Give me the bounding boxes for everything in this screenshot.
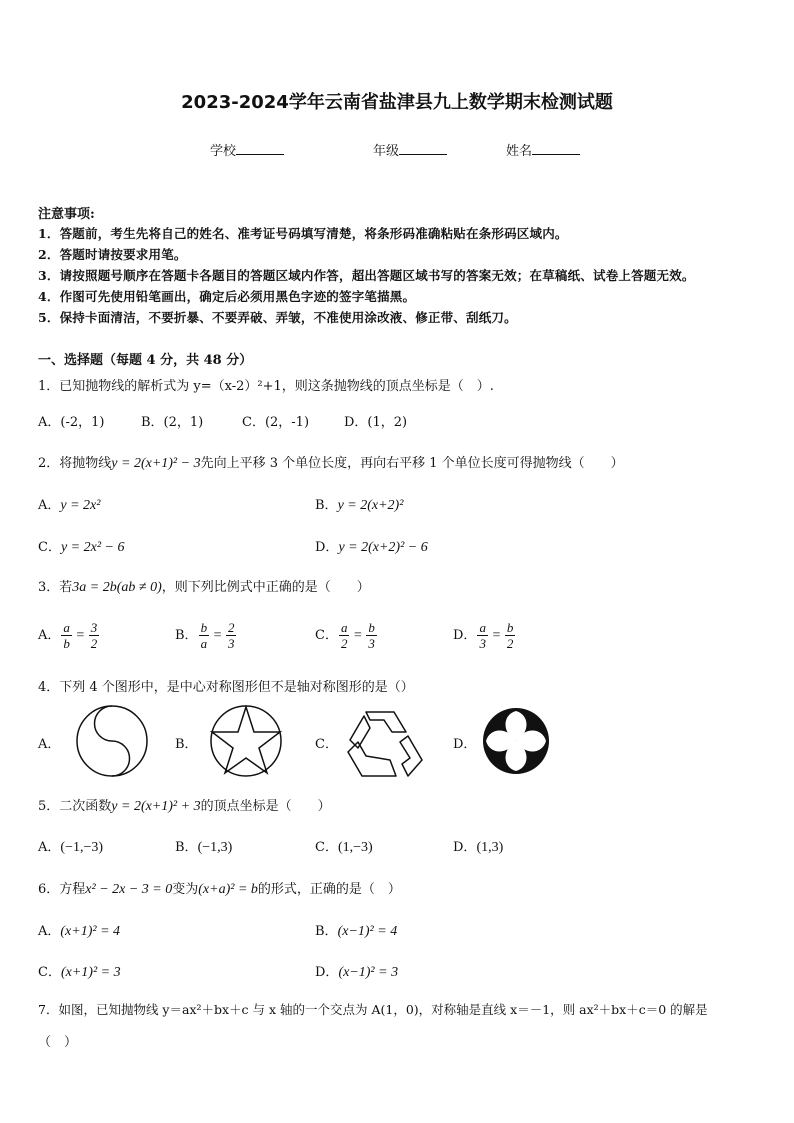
option-expression: (1,3) xyxy=(476,840,504,855)
q4-option-a: A． xyxy=(38,737,61,752)
option-label: C． xyxy=(315,840,338,855)
q2-option-b xyxy=(315,494,403,514)
q3-suffix: ，则下列比例式中正确的是（ ） xyxy=(161,580,370,595)
option-expression: y = 2x² xyxy=(60,498,101,513)
option-label: B． xyxy=(175,840,198,855)
q2-prefix: 2．将抛物线 xyxy=(38,456,112,471)
question-7: 7．如图，已知抛物线 y＝ax²＋bx＋c 与 x 轴的一个交点为 A(1，0)，对称轴是直线 x＝－1，则 ax²＋bx＋c＝0 的解是 xyxy=(38,1002,708,1017)
triple-chevron-figure xyxy=(344,702,428,780)
note-item: 3．请按照题号顺序在答题卡各题目的答题区域内作答，超出答题区域书写的答案无效；在草稿纸、试卷上答题无效。 xyxy=(38,268,695,283)
q5-option-b xyxy=(175,836,232,856)
q5-prefix: 5．二次函数 xyxy=(38,799,112,814)
q3-option-a: A． $\frac{a}{b}$ = $\frac{3}{2}$ xyxy=(38,620,98,651)
option-label: D． xyxy=(453,840,477,855)
option-label: C． xyxy=(315,628,338,643)
q4-option-c: C． xyxy=(315,737,338,752)
q3-prefix: 3．若 xyxy=(38,580,73,595)
option-expression: (1,−3) xyxy=(337,840,373,855)
page-title: 2023-2024学年云南省盐津县九上数学期末检测试题 xyxy=(181,92,613,113)
grade-field xyxy=(373,140,447,159)
q1-option-c: C．(2，-1) xyxy=(242,415,310,430)
option-expression: (x+1)² = 4 xyxy=(60,924,121,939)
q2-option-a xyxy=(38,494,100,514)
fraction: $\frac{b}{2}$ xyxy=(506,620,514,651)
q3-expression: 3a = 2b(ab ≠ 0) xyxy=(72,580,162,595)
fraction: $\frac{b}{a}$ xyxy=(200,620,208,651)
note-item: 2．答题时请按要求用笔。 xyxy=(38,247,187,262)
notes-title: 注意事项: xyxy=(38,207,95,222)
option-label: D． xyxy=(315,540,339,555)
name-blank[interactable] xyxy=(532,142,580,155)
fraction: $\frac{a}{b}$ xyxy=(63,620,70,651)
option-expression: (x+1)² = 3 xyxy=(60,965,121,980)
q6-prefix: 6．方程 xyxy=(38,882,86,897)
option-expression: (−1,3) xyxy=(197,840,233,855)
q2-expression: y = 2(x+1)² − 3 xyxy=(111,456,201,471)
q4-option-d: D． xyxy=(453,737,477,752)
question-3 xyxy=(38,576,370,596)
q6-suffix: 的形式，正确的是（ ） xyxy=(257,882,401,897)
fraction: $\frac{3}{2}$ xyxy=(90,620,98,651)
grade-label: 年级 xyxy=(373,144,400,159)
option-expression: y = 2x² − 6 xyxy=(60,540,125,555)
q5-option-c xyxy=(315,836,373,856)
option-label: A． xyxy=(38,924,61,939)
q2-option-c xyxy=(38,536,124,556)
q6-option-c xyxy=(38,961,121,981)
q6-option-d xyxy=(315,961,398,981)
fraction: $\frac{b}{3}$ xyxy=(368,620,375,651)
question-7-answer-bracket: （ ） xyxy=(38,1035,78,1050)
option-label: C． xyxy=(38,965,61,980)
section-title: 一、选择题（每题 4 分，共 48 分） xyxy=(38,353,253,368)
q3-option-c: C． $\frac{a}{2}$ = $\frac{b}{3}$ xyxy=(315,620,375,651)
q6-option-a xyxy=(38,920,120,940)
option-label: B． xyxy=(315,924,338,939)
option-expression: y = 2(x+2)² xyxy=(337,498,404,513)
q5-option-d xyxy=(453,836,503,856)
four-petal-figure xyxy=(480,705,552,777)
q6-expression: x² − 2x − 3 = 0 xyxy=(85,882,173,897)
q4-option-b: B． xyxy=(175,737,198,752)
yin-yang-figure xyxy=(74,703,150,779)
q1-option-b: B．(2，1) xyxy=(141,415,204,430)
q2-option-d xyxy=(315,536,428,556)
fraction: $\frac{a}{2}$ xyxy=(340,620,348,651)
fraction: $\frac{a}{3}$ xyxy=(479,620,486,651)
note-item: 1．答题前，考生先将自己的姓名、准考证号码填写清楚，将条形码准确粘贴在条形码区域内。 xyxy=(38,226,568,241)
option-expression: (x−1)² = 3 xyxy=(338,965,399,980)
question-5 xyxy=(38,795,331,815)
q3-option-b: B． $\frac{b}{a}$ = $\frac{2}{3}$ xyxy=(175,620,235,651)
q5-suffix: 的顶点坐标是（ ） xyxy=(200,799,331,814)
note-item: 5．保持卡面清洁，不要折暴、不要弄破、弄皱，不准使用涂改液、修正带、刮纸刀。 xyxy=(38,310,517,325)
note-item: 4．作图可先使用铅笔画出，确定后必须用黑色字迹的签字笔描黑。 xyxy=(38,289,416,304)
option-label: A． xyxy=(38,840,61,855)
school-blank[interactable] xyxy=(236,142,284,155)
name-field xyxy=(506,140,580,159)
option-label: D． xyxy=(453,628,477,643)
option-expression: (x−1)² = 4 xyxy=(337,924,398,939)
question-1: 1．已知抛物线的解析式为 y=（x-2）²+1，则这条抛物线的顶点坐标是（ ）. xyxy=(38,379,494,394)
option-expression: (−1,−3) xyxy=(60,840,104,855)
q6-option-b xyxy=(315,920,397,940)
question-4: 4．下列 4 个图形中，是中心对称图形但不是轴对称图形的是（） xyxy=(38,680,414,695)
option-expression: y = 2(x+2)² − 6 xyxy=(338,540,428,555)
q5-expression: y = 2(x+1)² + 3 xyxy=(111,799,201,814)
q2-suffix: 先向上平移 3 个单位长度，再向右平移 1 个单位长度可得抛物线（ ） xyxy=(200,456,624,471)
school-field xyxy=(210,140,284,159)
q1-option-d: D．(1，2) xyxy=(344,415,408,430)
q6-expression-2: (x+a)² = b xyxy=(198,882,258,897)
option-label: B． xyxy=(175,628,198,643)
q3-option-d: D． $\frac{a}{3}$ = $\frac{b}{2}$ xyxy=(453,620,514,651)
q5-option-a xyxy=(38,836,103,856)
star-in-circle-figure xyxy=(208,703,284,779)
option-label: A． xyxy=(38,628,61,643)
school-label: 学校 xyxy=(210,144,237,159)
name-label: 姓名 xyxy=(506,144,533,159)
question-6 xyxy=(38,878,401,898)
q1-option-a: A．(-2，1) xyxy=(38,415,105,430)
option-label: C． xyxy=(38,540,61,555)
grade-blank[interactable] xyxy=(399,142,447,155)
option-label: B． xyxy=(315,498,338,513)
fraction: $\frac{2}{3}$ xyxy=(227,620,235,651)
option-label: D． xyxy=(315,965,339,980)
question-2 xyxy=(38,452,624,472)
q6-mid: 变为 xyxy=(172,882,199,897)
option-label: A． xyxy=(38,498,61,513)
